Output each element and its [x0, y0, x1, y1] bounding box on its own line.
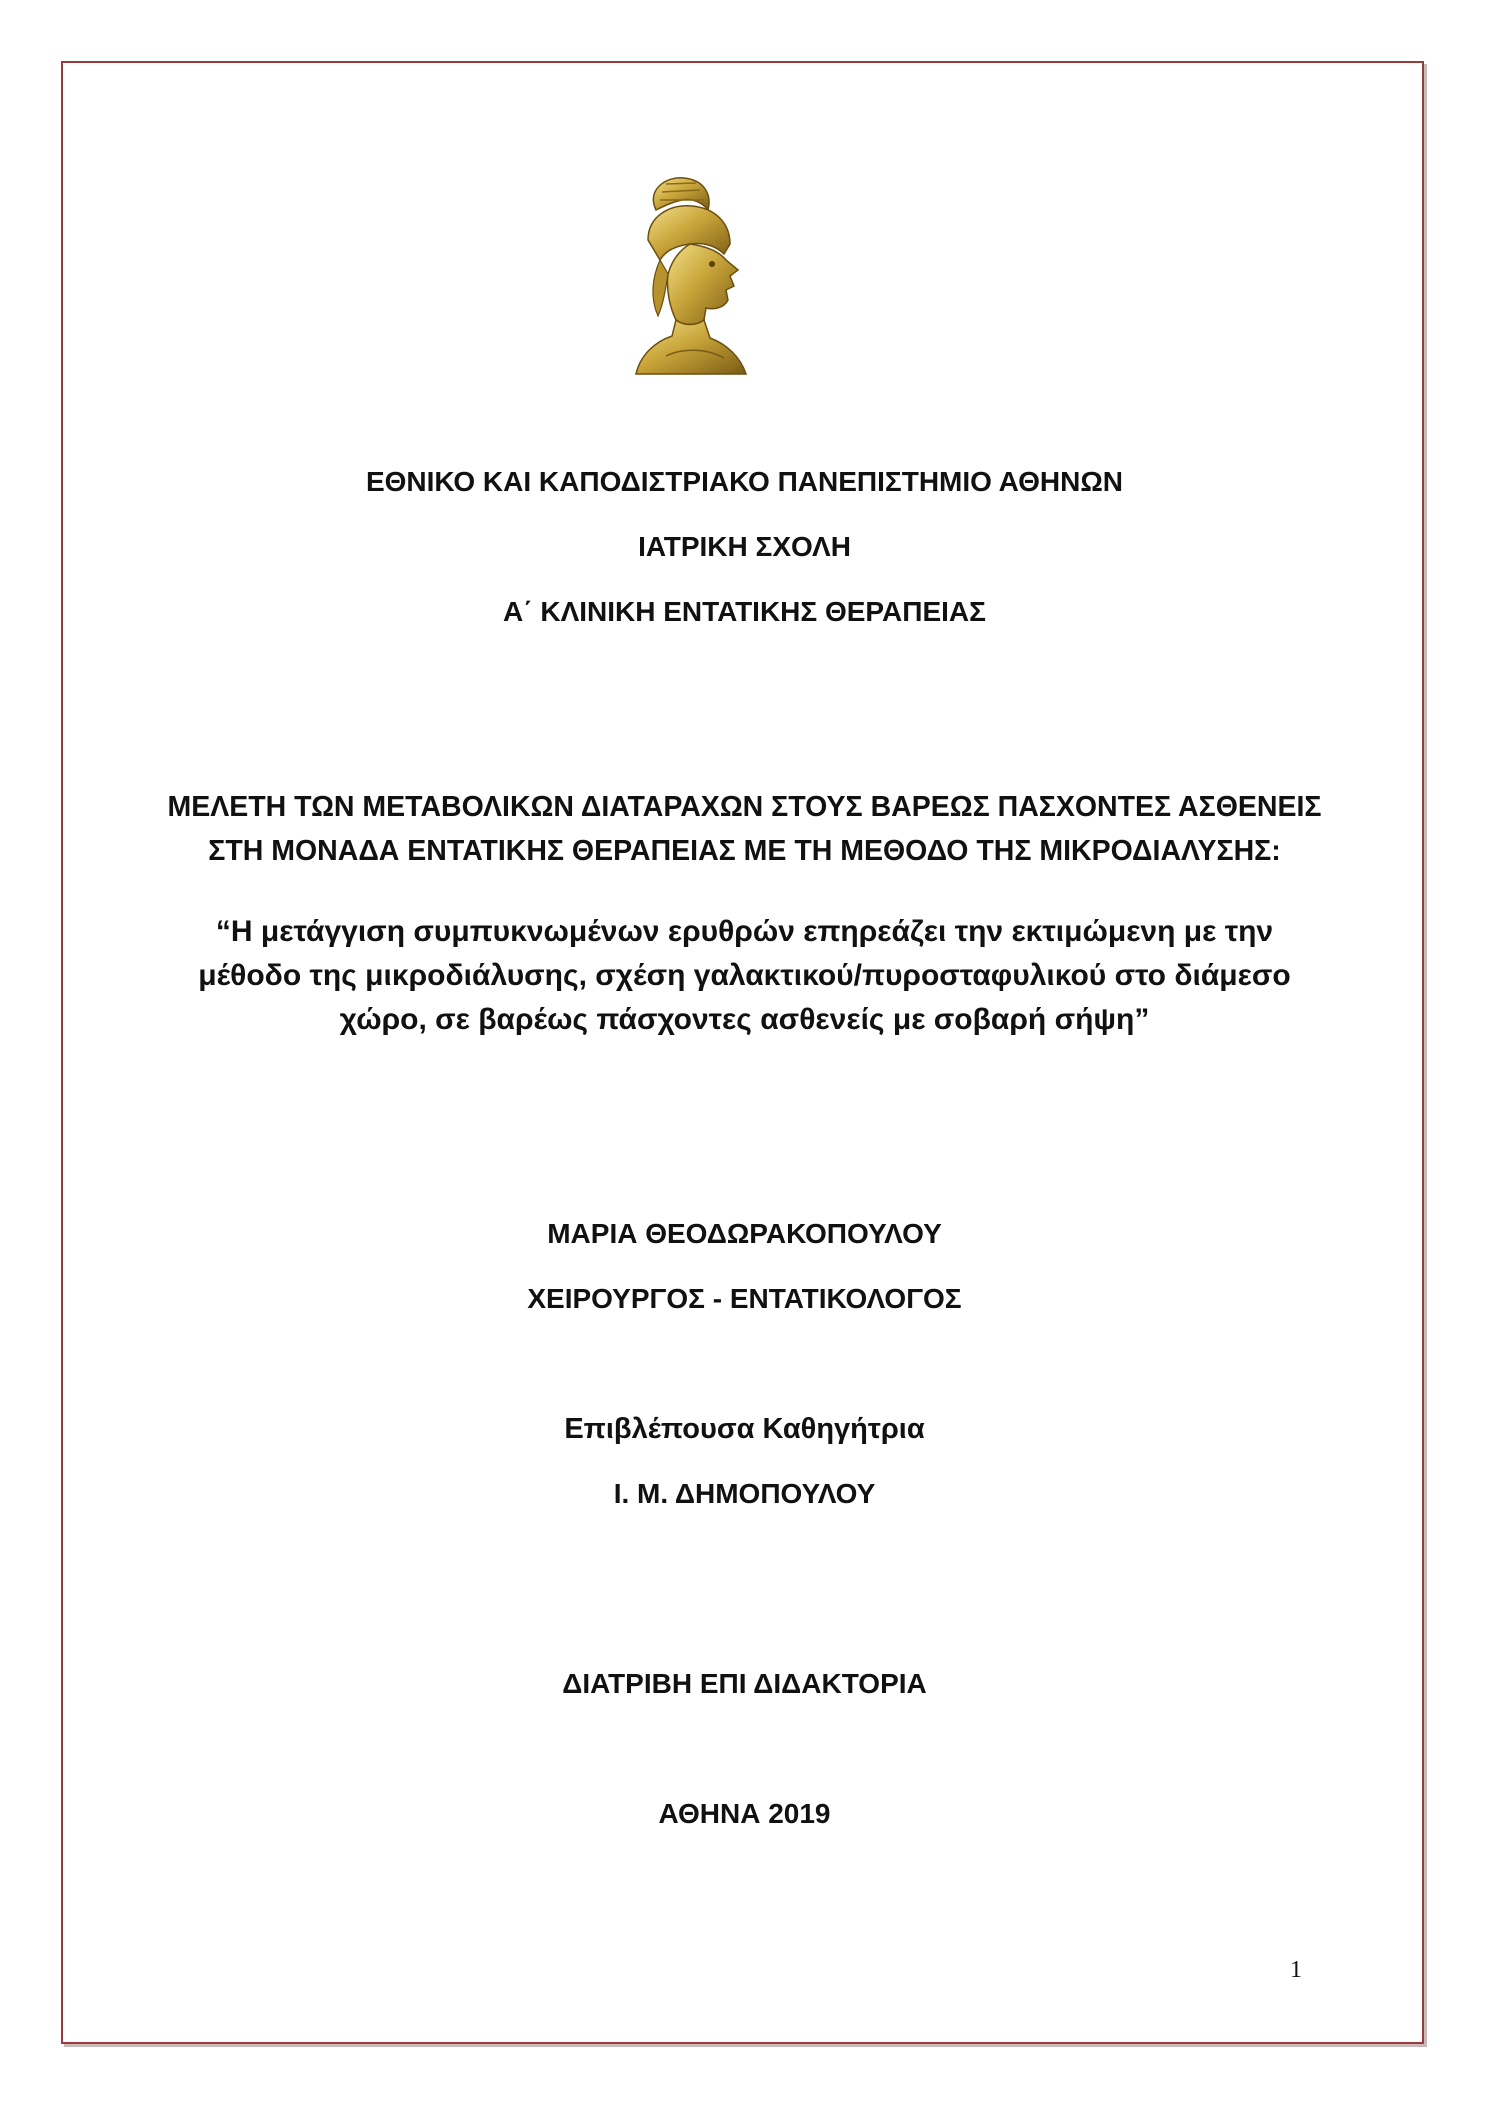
- page-number: 1: [1290, 1957, 1302, 1983]
- thesis-subtitle-line-2: μέθοδο της μικροδιάλυσης, σχέση γαλακτικού/πυροσταφυλικού στο διάμεσο: [198, 959, 1291, 992]
- thesis-title-line-1: ΜΕΛΕΤΗ ΤΩΝ ΜΕΤΑΒΟΛΙΚΩΝ ΔΙΑΤΑΡΑΧΩΝ ΣΤΟΥΣ ΒΑΡΕΩΣ ΠΑΣΧΟΝΤΕΣ ΑΣΘΕΝΕΙΣ: [167, 791, 1322, 823]
- thesis-subtitle-line-1: “Η μετάγγιση συμπυκνωμένων ερυθρών επηρεάζει την εκτιμώμενη με την: [215, 915, 1274, 948]
- supervisor-name: Ι. Μ. ΔΗΜΟΠΟΥΛΟΥ: [613, 1478, 876, 1509]
- thesis-type: ΔΙΑΤΡΙΒΗ ΕΠΙ ΔΙΔΑΚΤΟΡΙΑ: [562, 1668, 927, 1699]
- author-name: ΜΑΡΙΑ ΘΕΟΔΩΡΑΚΟΠΟΥΛΟΥ: [547, 1218, 942, 1249]
- place-year: ΑΘΗΝΑ 2019: [658, 1798, 831, 1829]
- thesis-subtitle-line-3: χώρο, σε βαρέως πάσχοντες ασθενείς με σοβαρή σήψη”: [339, 1003, 1150, 1036]
- clinic-name: Α΄ ΚΛΙΝΙΚΗ ΕΝΤΑΤΙΚΗΣ ΘΕΡΑΠΕΙΑΣ: [503, 596, 986, 627]
- thesis-title-line-2: ΣΤΗ ΜΟΝΑΔΑ ΕΝΤΑΤΙΚΗΣ ΘΕΡΑΠΕΙΑΣ ΜΕ ΤΗ ΜΕΘΟΔΟ ΤΗΣ ΜΙΚΡΟΔΙΑΛΥΣΗΣ:: [208, 835, 1281, 867]
- university-name: ΕΘΝΙΚΟ ΚΑΙ ΚΑΠΟΔΙΣΤΡΙΑΚΟ ΠΑΝΕΠΙΣΤΗΜΙΟ ΑΘΗΝΩΝ: [365, 466, 1124, 497]
- athena-head-logo-icon: [626, 170, 758, 380]
- school-name: ΙΑΤΡΙΚΗ ΣΧΟΛΗ: [638, 531, 851, 562]
- author-role: ΧΕΙΡΟΥΡΓΟΣ - ΕΝΤΑΤΙΚΟΛΟΓΟΣ: [527, 1283, 962, 1314]
- supervisor-label: Επιβλέπουσα Καθηγήτρια: [564, 1413, 925, 1445]
